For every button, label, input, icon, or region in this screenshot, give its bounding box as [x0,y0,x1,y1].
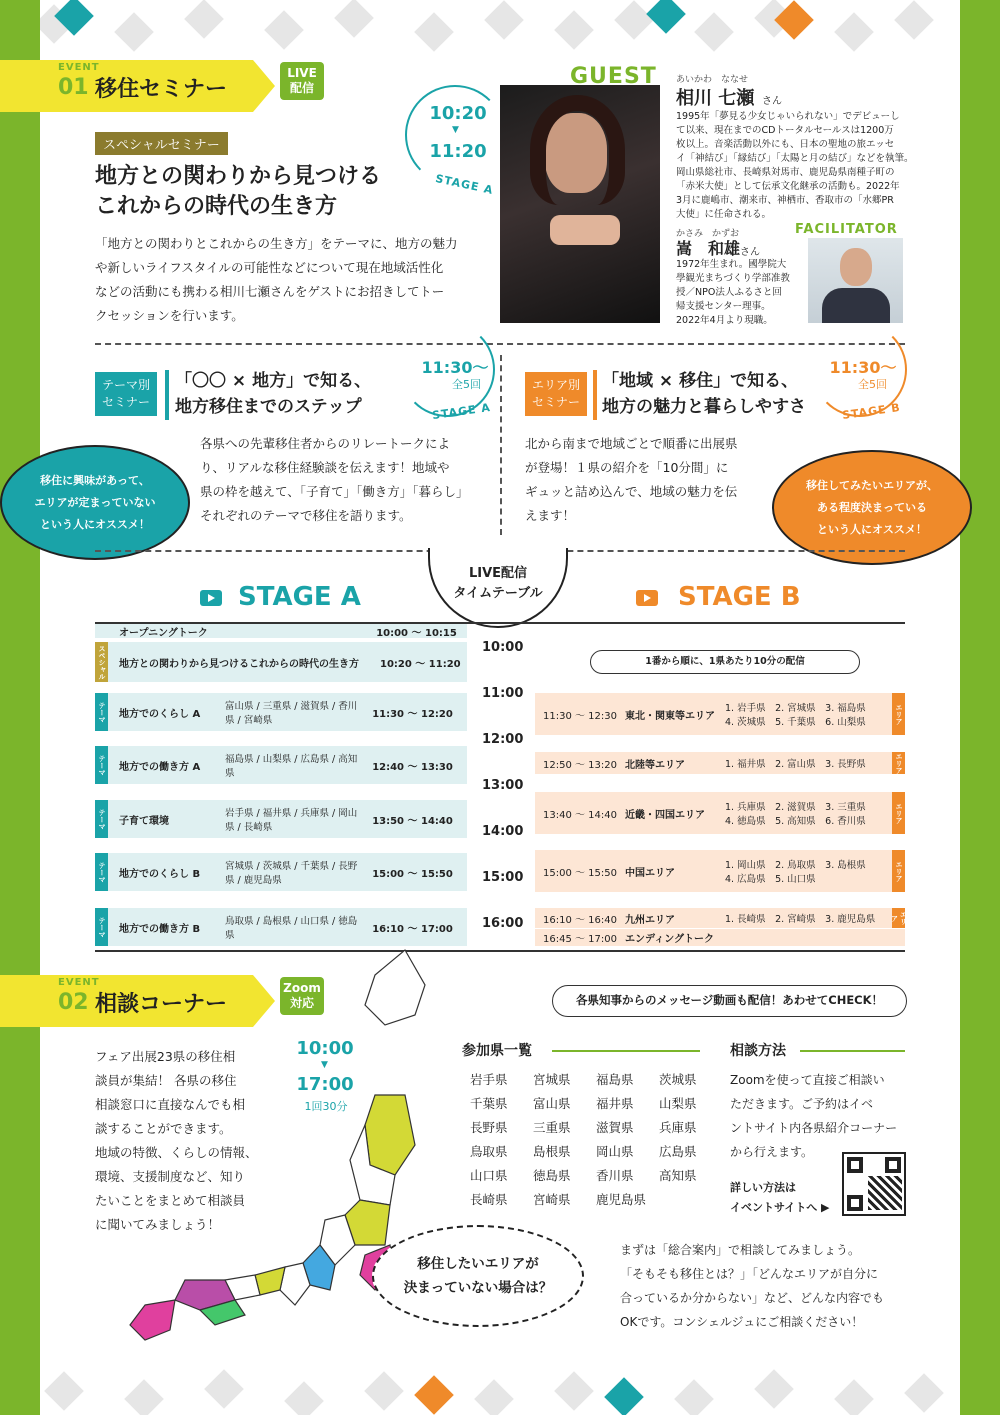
method-text: Zoomを使って直接ご相談い ただきます。ご予約はイベ ントサイト内各県紹介コーナー から行えます。 [730,1073,898,1159]
play-icon-b [636,590,658,606]
right-border [960,0,1000,1415]
seminar-divider [500,355,502,535]
hour-label: 14:00 [482,824,524,839]
table-row: 15:00 ～ 15:50 中国エリア 1. 岡山県 2. 鳥取県 3. 島根県 4. 広島県 5. 山口県 エリア [535,850,905,892]
stage-b-note: 1番から順に、1県あたり10分の配信 [590,650,860,674]
stage-a-heading: STAGE A [238,582,361,612]
facilitator-bio: 1972年生まれ。國學院大 學観光まちづくり学部准教 授／NPO法人ふるさと回 帰支援センター理事。 2022年4月より現職。 [676,259,790,326]
facilitator-label: FACILITATOR [795,222,898,237]
qr-code[interactable] [842,1152,906,1216]
play-icon-a [200,590,222,606]
theme-chip: テーマ別 セミナー [95,372,157,416]
hour-label: 13:00 [482,778,524,793]
event2-number: 02 [58,990,89,1015]
detail-link[interactable]: 詳しい方法は イベントサイトへ ▶ [730,1181,830,1214]
pref-grid: 岩手県 宮城県 福島県 茨城県 千葉県 富山県 福井県 山梨県 長野県 三重県 滋賀県 兵庫県 鳥取県 島根県 岡山県 広島県 山口県 徳島県 香川県 高知県 長崎県 宮崎県 鹿児島県 [470,1072,697,1207]
table-row: 12:50 ～ 13:20 北陸等エリア 1. 福井県 2. 富山県 3. 長野県 エリア [535,752,905,774]
theme-desc: 各県への先輩移住者からのリレートークによ り、リアルな移住経験談を伝えます！地域や 県の枠を越えて、「子育て」「働き方」「暮らし」 それぞれのテーマで移住を語ります。 [200,436,469,523]
theme-bubble: 移住に興味があって、 エリアが定まっていない という人にオススメ！ [0,445,190,560]
time-arc [405,85,505,185]
facilitator-suffix: さん [740,247,760,258]
guest-name: 相川 七瀬 [676,88,755,109]
special-time-start: 10:20 [429,103,487,124]
special-desc: 「地方との関わりとこれからの生き方」をテーマに、地方の魅力 や新しいライフスタイルの可能性などについて現在地域活性化 などの活動にも携わる相川七瀬さんをゲストにお招きしてトー クセッションを行います。 [95,236,458,323]
method-header-line [800,1050,905,1052]
left-border [0,0,40,1415]
pref-header: 参加県一覧 [462,1043,532,1059]
area-chip: エリア別 セミナー [525,372,587,416]
table-row: オープニングトーク 10:00 ～ 10:15 [95,624,467,638]
consult-time-start: 10:00 [296,1038,354,1059]
live-badge: LIVE 配信 [280,62,324,100]
table-row: スペシャル 地方との関わりから見つけるこれからの時代の生き方 10:20 ～ 11:20 [95,642,467,682]
table-row: 11:30 ～ 12:30 東北・関東等エリア 1. 岩手県 2. 宮城県 3. 福島県 4. 茨城県 5. 千葉県 6. 山梨県 エリア [535,693,905,735]
area-bar [593,370,597,420]
event1-title: 移住セミナー [95,77,228,102]
event2-title: 相談コーナー [95,992,228,1017]
table-row: テーマ 地方での働き方 A 福島県 / 山梨県 / 広島県 / 高知県 12:40 ～ 13:30 [95,746,467,784]
area-bubble: 移住してみたいエリアが、 ある程度決まっている という人にオススメ！ [772,450,972,565]
facilitator-photo [808,238,903,323]
facilitator-name: 嵩 和雄 [676,239,741,258]
method-header: 相談方法 [730,1043,786,1059]
table-row: 13:40 ～ 14:40 近畿・四国エリア 1. 兵庫県 2. 滋賀県 3. 三重県 4. 徳島県 5. 高知県 6. 香川県 エリア [535,792,905,834]
special-stage: STAGE A [434,172,495,197]
pref-header-line [552,1050,700,1052]
guest-kana: あいかわ ななせ [676,75,749,85]
table-row: テーマ 地方でのくらし A 富山県 / 三重県 / 滋賀県 / 香川県 / 宮崎県 11:30 ～ 12:20 [95,693,467,731]
area-time: 11:30～ [829,358,897,377]
time-arrow-icon: ▼ [452,125,459,135]
consult-desc: フェア出展23県の移住相 談員が集結！ 各県の移住 相談窓口に直接なんでも相 談することができます。 地域の特徴、くらしの情報、 環境、支援制度など、知り たいことをまとめて相談員 に聞いてみましょう！ [95,1049,258,1232]
message-box: 各県知事からのメッセージ動画も配信！あわせてCHECK！ [552,985,907,1017]
concierge-bubble: 移住したいエリアが 決まっていない場合は？ [372,1225,584,1327]
theme-title: 「〇〇 × 地方」で知る、 地方移住までのステップ [175,371,372,417]
table-row: 16:10 ～ 16:40 九州エリア 1. 長崎県 2. 宮崎県 3. 鹿児島県 エリア [535,908,905,928]
table-row: テーマ 地方でのくらし B 宮城県 / 茨城県 / 千葉県 / 長野県 / 鹿児島県 15:00 ～ 15:50 [95,853,467,891]
consult-arrow-icon: ▼ [321,1060,328,1070]
top-pattern [40,0,960,60]
theme-stage: STAGE A [431,400,492,423]
zoom-badge: Zoom 対応 [280,977,324,1015]
hour-label: 12:00 [482,732,524,747]
timetable-center: LIVE配信 タイムテーブル [428,548,568,628]
theme-time: 11:30～ [421,358,489,377]
special-headline: 地方との関わりから見つける これからの時代の生き方 [95,164,382,219]
theme-count: 全5回 [452,378,481,391]
stage-b-heading: STAGE B [678,582,801,612]
area-stage: STAGE B [841,400,902,423]
guest-bio: 1995年「夢見る少女じゃいられない」でデビューし て以来、現在までのCDトータルセールスは1200万 枚以上。音楽活動以外にも、日本の聖地の旅エッセ イ「神結び」「縁結び」「太陽と月の結び」などを執筆。 岡山県総社市、長崎県対馬市、鹿児島県南種子町の 「赤米大使」として伝承文化継承の活動も。2022年 3月に鹿嶋市、潮来市、神栖市、香取市の「水郷PR 大使」に任命される。 [676,111,914,220]
hour-label: 11:00 [482,686,524,701]
table-row: テーマ 子育て環境 岩手県 / 福井県 / 兵庫県 / 岡山県 / 長崎県 13:50 ～ 14:40 [95,800,467,838]
hour-label: 15:00 [482,870,524,885]
event2-tag: EVENT [58,977,100,988]
area-count: 全5回 [858,378,887,391]
guest-photo [500,85,660,323]
consult-time-note: 1回30分 [304,1100,348,1113]
event1-tag: EVENT [58,62,100,73]
section-divider [95,343,905,345]
consult-time-end: 17:00 [296,1074,354,1095]
area-title: 「地域 × 移住」で知る、 地方の魅力と暮らしやすさ [602,371,806,417]
special-time-end: 11:20 [429,141,487,162]
facilitator-kana: かさみ かずお [676,229,740,239]
special-chip: スペシャルセミナー [95,132,228,155]
hour-label: 16:00 [482,916,524,931]
theme-bar [165,370,169,420]
event1-number: 01 [58,75,89,100]
guest-label: GUEST [570,64,657,89]
hour-label: 10:00 [482,640,524,655]
table-row: テーマ 地方での働き方 B 鳥取県 / 島根県 / 山口県 / 徳島県 16:10 ～ 17:00 [95,908,467,946]
area-desc: 北から南まで地域ごとで順番に出展県 が登場！１県の紹介を「10分間」に ギュッと詰め込んで、地域の魅力を伝 えます！ [525,436,738,523]
table-row: 16:45 ～ 17:00 エンディングトーク [535,929,905,946]
guest-suffix: さん [762,96,782,107]
bottom-pattern [40,1355,960,1415]
concierge-text: まずは「総合案内」で相談してみましょう。 「そもそも移住とは？」「どんなエリアが自分に 合っているか分からない」など、どんな内容でも OKです。コンシェルジュにご相談ください！ [620,1243,885,1329]
